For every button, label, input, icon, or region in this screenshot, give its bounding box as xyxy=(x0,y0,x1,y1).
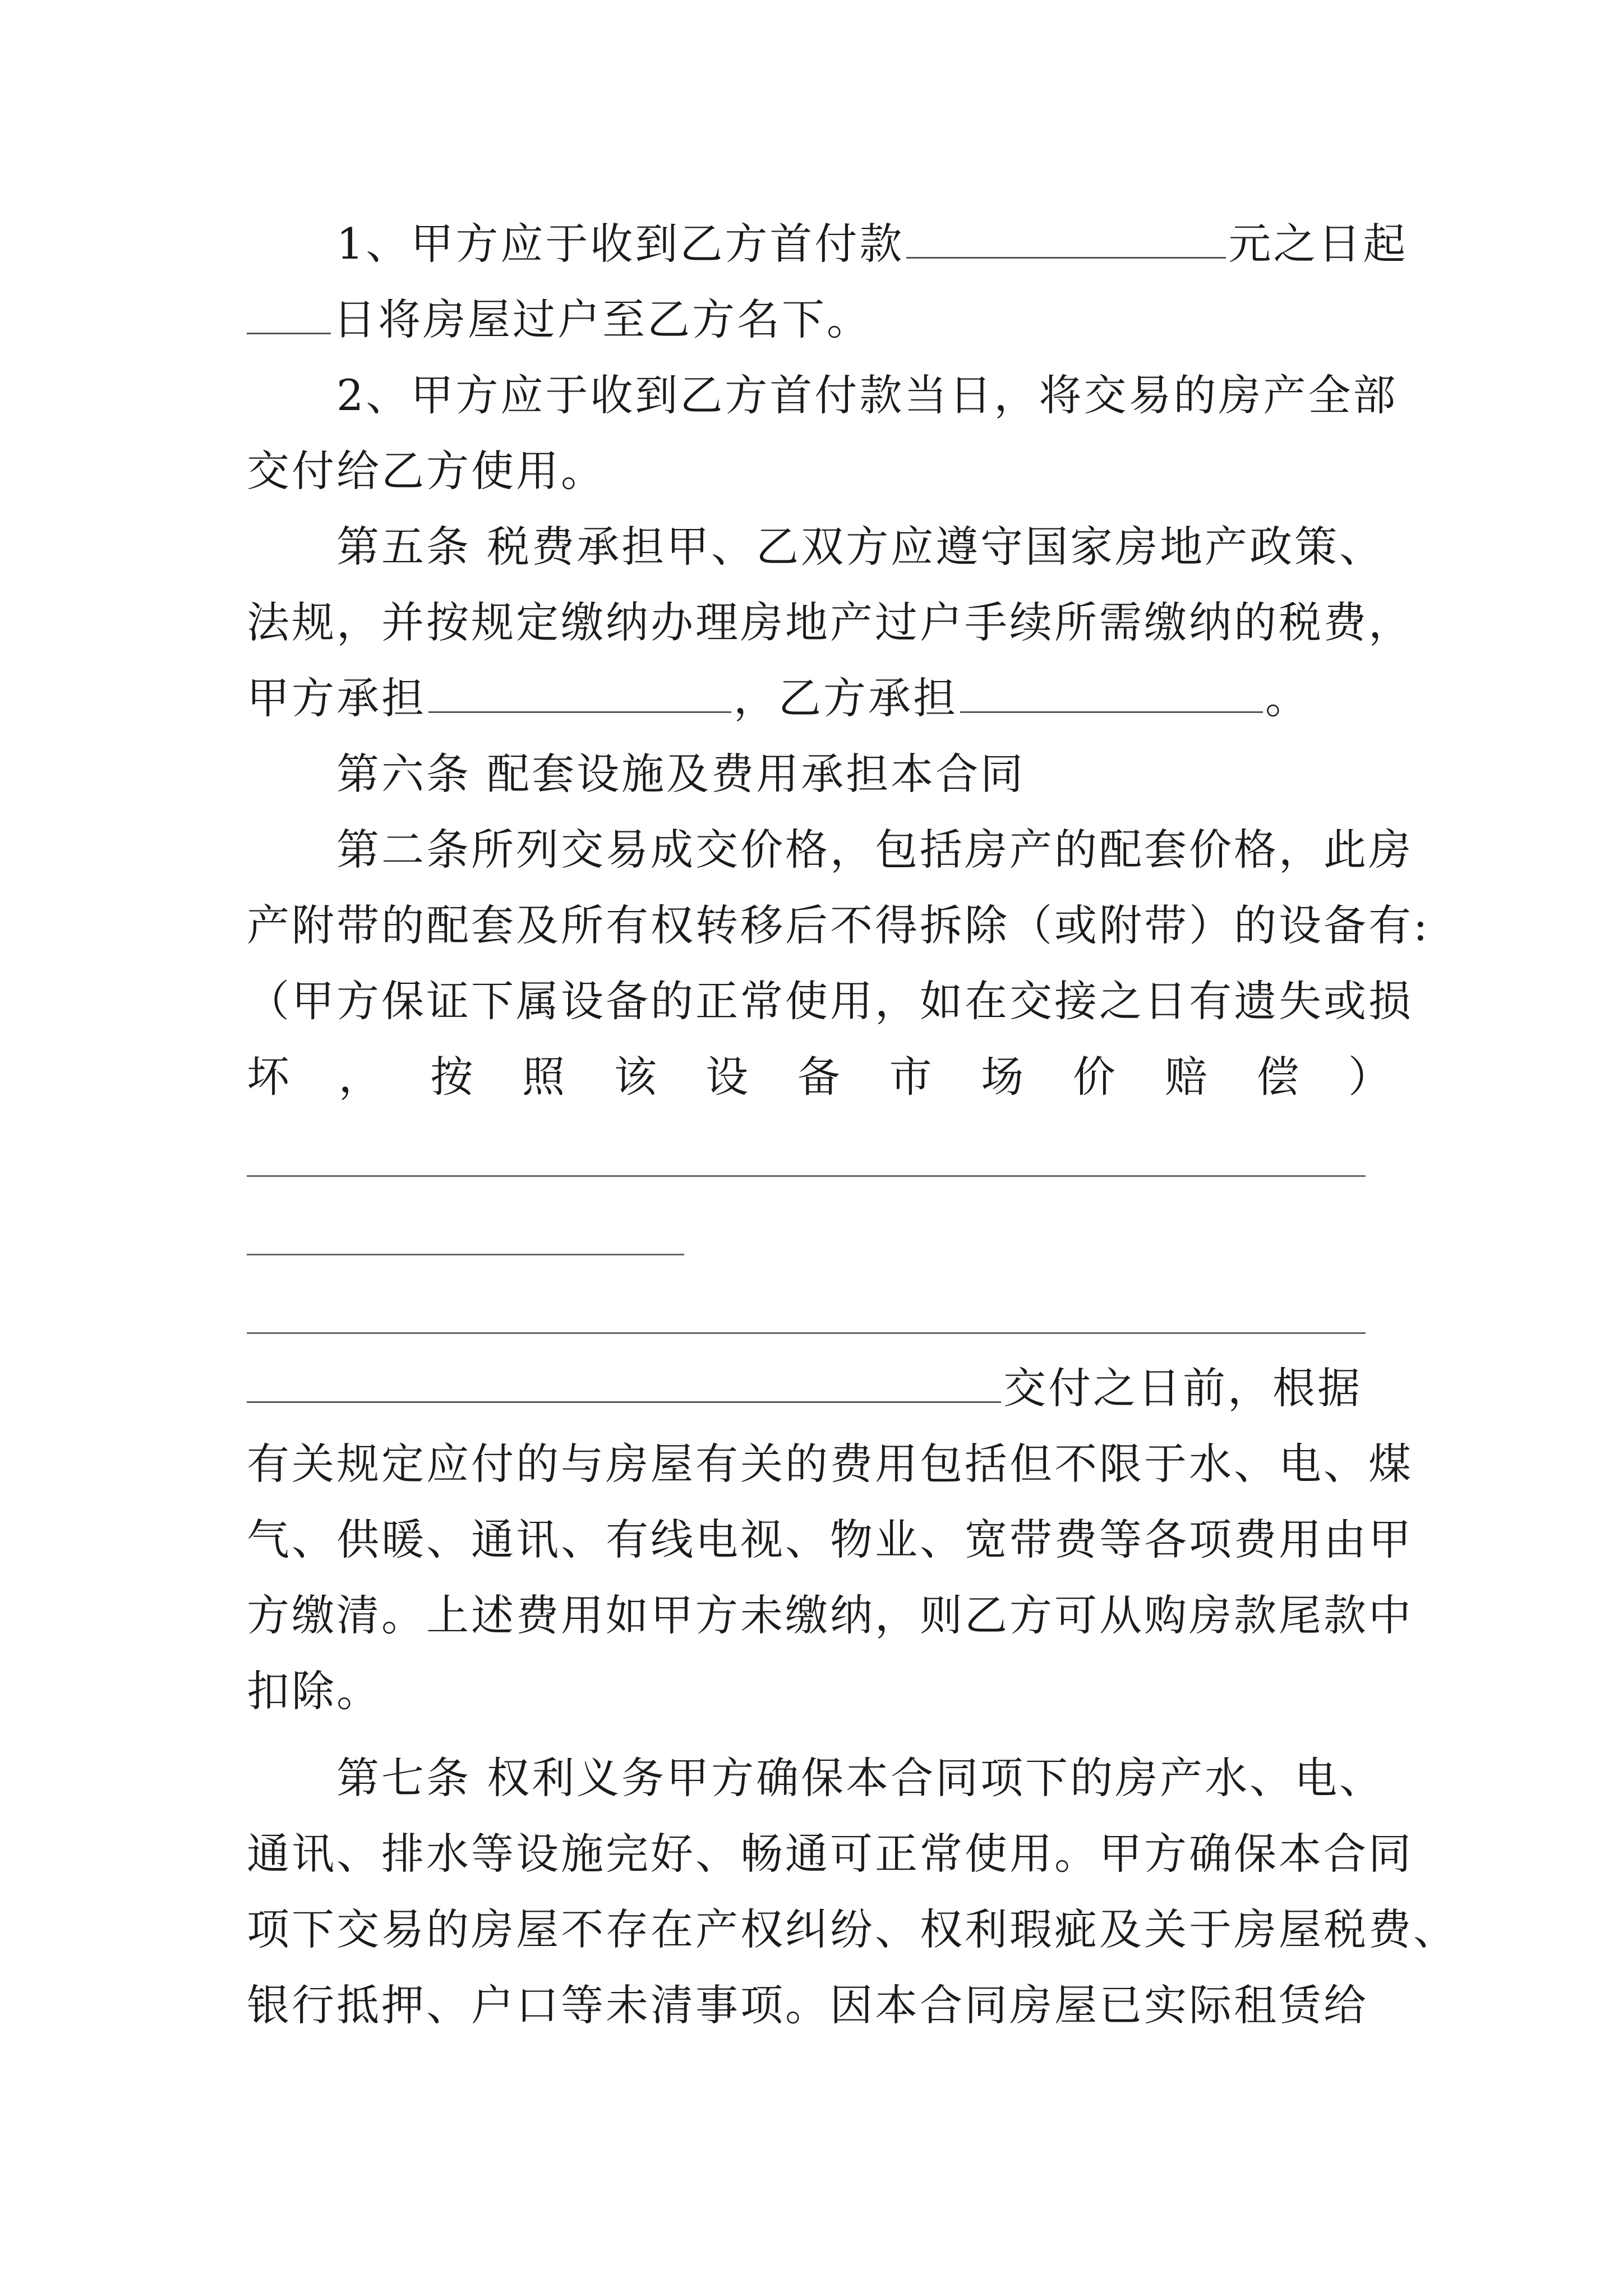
fill-blank-party-b-tax[interactable] xyxy=(960,669,1263,713)
spread-char: 照 xyxy=(522,1052,565,1102)
article-5-text-b: ，乙方承担 xyxy=(734,673,958,723)
article-6-text-handover: 交付之日前，根据 xyxy=(1003,1363,1362,1413)
fill-blank-down-payment[interactable] xyxy=(906,214,1226,259)
spread-char: 场 xyxy=(981,1052,1024,1102)
article-6-line-10: 扣除。 xyxy=(247,1666,381,1716)
fill-line-equipment-2[interactable] xyxy=(247,1254,684,1255)
article-6-line-9: 方缴清。上述费用如甲方未缴纳，则乙方可从购房款尾款中 xyxy=(247,1590,1413,1640)
article-6-line-1: 第六条 配套设施及费用承担本合同 xyxy=(336,749,1026,799)
spread-char: 价 xyxy=(1072,1052,1115,1102)
fill-blank-days[interactable] xyxy=(247,290,331,334)
article-6-line-3: 产附带的配套及所有权转移后不得拆除（或附带）的设备有: xyxy=(247,900,1430,950)
fill-blank-handover[interactable] xyxy=(247,1359,1001,1403)
article-7-line-1: 第七条 权利义务甲方确保本合同项下的房产水、电、 xyxy=(336,1753,1385,1803)
spread-char: ） xyxy=(1348,1052,1391,1102)
article-7-line-3: 项下交易的房屋不存在产权纠纷、权利瑕疵及关于房屋税费、 xyxy=(247,1904,1458,1954)
article-6-line-6 xyxy=(247,1355,1391,1422)
article-5-line-1: 第五条 税费承担甲、乙双方应遵守国家房地产政策、 xyxy=(336,522,1385,572)
article-6-line-7: 有关规定应付的与房屋有关的费用包括但不限于水、电、煤 xyxy=(247,1439,1413,1489)
clause-1-text-a: 1、甲方应于收到乙方首付款 xyxy=(336,219,905,269)
clause-1-text-c: 日将房屋过户至乙方名下。 xyxy=(333,295,872,344)
article-6-line-5 xyxy=(247,1043,1391,1111)
spread-char: 备 xyxy=(797,1052,840,1102)
article-7-line-4: 银行抵押、户口等未清事项。因本合同房屋已实际租赁给 xyxy=(247,1980,1368,2030)
spread-char: 偿 xyxy=(1256,1052,1299,1102)
spread-char: 按 xyxy=(430,1052,473,1102)
spread-char: 该 xyxy=(614,1052,657,1102)
clause-2-line-2: 交付给乙方使用。 xyxy=(247,446,606,496)
spread-char: ， xyxy=(338,1052,381,1102)
article-5-line-3 xyxy=(247,665,1391,732)
article-6-line-4: （甲方保证下属设备的正常使用，如在交接之日有遗失或损 xyxy=(247,976,1413,1026)
spread-char: 市 xyxy=(889,1052,932,1102)
spread-char: 赔 xyxy=(1164,1052,1207,1102)
fill-blank-party-a-tax[interactable] xyxy=(428,669,731,713)
clause-1-line-2 xyxy=(247,286,1391,353)
clause-1-text-b: 元之日起 xyxy=(1228,219,1408,269)
article-6-line-8: 气、供暖、通讯、有线电视、物业、宽带费等各项费用由甲 xyxy=(247,1515,1413,1565)
spread-char: 坏 xyxy=(247,1052,289,1102)
clause-2-line-1: 2、甲方应于收到乙方首付款当日，将交易的房产全部 xyxy=(336,370,1398,420)
article-7-line-2: 通讯、排水等设施完好、畅通可正常使用。甲方确保本合同 xyxy=(247,1829,1413,1879)
article-5-line-2: 法规，并按规定缴纳办理房地产过户手续所需缴纳的税费， xyxy=(247,597,1413,647)
spread-char: 设 xyxy=(706,1052,749,1102)
fill-line-equipment-3[interactable] xyxy=(247,1332,1366,1334)
article-5-text-c: 。 xyxy=(1265,673,1310,723)
article-5-text-a: 甲方承担 xyxy=(247,673,426,723)
fill-line-equipment-1[interactable] xyxy=(247,1175,1366,1177)
clause-1-line-1 xyxy=(336,210,1408,278)
article-6-line-2: 第二条所列交易成交价格，包括房产的配套价格，此房 xyxy=(336,825,1413,875)
